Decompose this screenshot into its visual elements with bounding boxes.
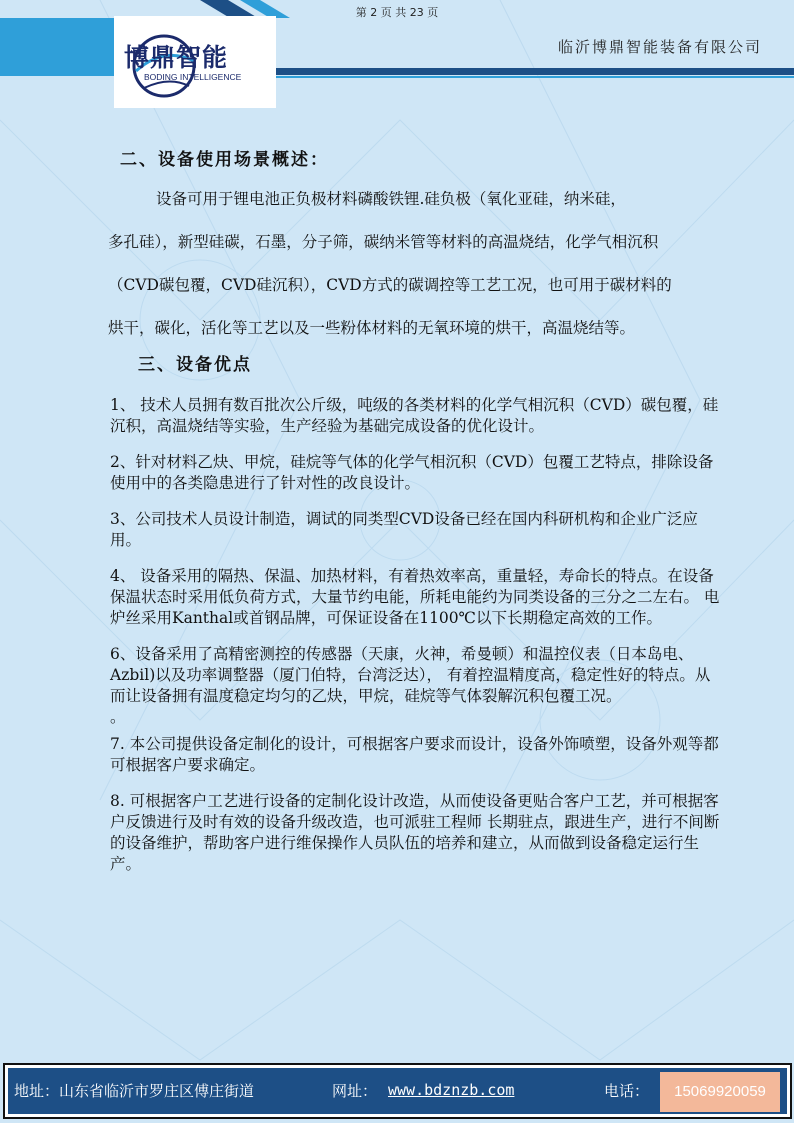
- paragraph-line: 设备可用于锂电池正负极材料磷酸铁锂.硅负极（氧化亚硅，纳米硅，: [156, 190, 626, 208]
- advantage-item-2: 2、针对材料乙炔、甲烷，硅烷等气体的化学气相沉积（CVD）包覆工艺特点，排除设备使用中的各类隐患进行了针对性的改良设计。: [110, 453, 714, 492]
- company-name: 临沂博鼎智能装备有限公司: [557, 38, 762, 56]
- footer-address: 地址：山东省临沂市罗庄区傅庄街道: [14, 1082, 255, 1100]
- logo-subtitle: BODING INTELLIGENCE: [144, 72, 242, 82]
- footer-phone-label: 电话：: [604, 1082, 650, 1100]
- document-body: [110, 140, 770, 890]
- footer-website-label: 网址：: [332, 1082, 378, 1100]
- logo-name: 博鼎智能: [124, 43, 229, 72]
- advantage-item-8: 8. 可根据客户工艺进行设备的定制化设计改造，从而使设备更贴合客户工艺，并可根据客户反馈进行及时有效的设备升级改造，也可派驻工程师 长期驻点，跟进生产，进行不间断的设备维护，帮助客户进行维保操作人员队伍的培养和建立，从而做到设备稳定运行生产。: [110, 792, 720, 873]
- section-2-title: 二、设备使用场景概述：: [120, 150, 329, 170]
- footer-inner: [8, 1068, 787, 1114]
- advantage-item-4: 4、 设备采用的隔热、保温、加热材料，有着热效率高，重量轻，寿命长的特点。在设备保温状态时采用低负荷方式，大量节约电能，所耗电能约为同类设备的三分之二左右。 电炉丝采用Kanthal或首钢品牌，可保证设备在1100℃以下长期稳定高效的工作。: [110, 567, 720, 627]
- advantage-item-1: 1、 技术人员拥有数百批次公斤级，吨级的各类材料的化学气相沉积（CVD）碳包覆，硅沉积，高温烧结等实验，生产经验为基础完成设备的优化设计。: [110, 396, 719, 435]
- section-3-title: 三、设备优点: [138, 355, 252, 375]
- footer-bar: [3, 1063, 792, 1119]
- paragraph-line: 烘干，碳化，活化等工艺以及一些粉体材料的无氧环境的烘干，高温烧结等。: [108, 319, 636, 337]
- advantage-item-3: 3、公司技术人员设计制造，调试的同类型CVD设备已经在国内科研机构和企业广泛应用。: [110, 510, 698, 549]
- advantage-item-7: 7. 本公司提供设备定制化的设计，可根据客户要求而设计，设备外饰喷塑，设备外观等都可根据客户要求确定。: [110, 735, 719, 774]
- footer-phone: 15069920059: [660, 1072, 780, 1112]
- advantage-item-6: 6、设备采用了高精密测控的传感器（天康，火神，希曼顿）和温控仪表（日本岛电、Azbil)以及功率调整器（厦门伯特，台湾泛达）， 有着控温精度高，稳定性好的特点。从而让设备拥有温度稳定均匀的乙炔，甲烷，硅烷等气体裂解沉积包覆工况。 。: [110, 645, 711, 726]
- company-logo: [114, 16, 276, 108]
- page-number: 第 2 页 共 23 页: [355, 6, 439, 19]
- footer-website-link[interactable]: www.bdznzb.com: [388, 1081, 515, 1099]
- paragraph-line: （CVD碳包覆，CVD硅沉积），CVD方式的碳调控等工艺工况，也可用于碳材料的: [108, 276, 672, 294]
- section-2-paragraph: [108, 178, 770, 350]
- paragraph-line: 多孔硅），新型硅碳，石墨，分子筛，碳纳米管等材料的高温烧结，化学气相沉积: [108, 233, 659, 251]
